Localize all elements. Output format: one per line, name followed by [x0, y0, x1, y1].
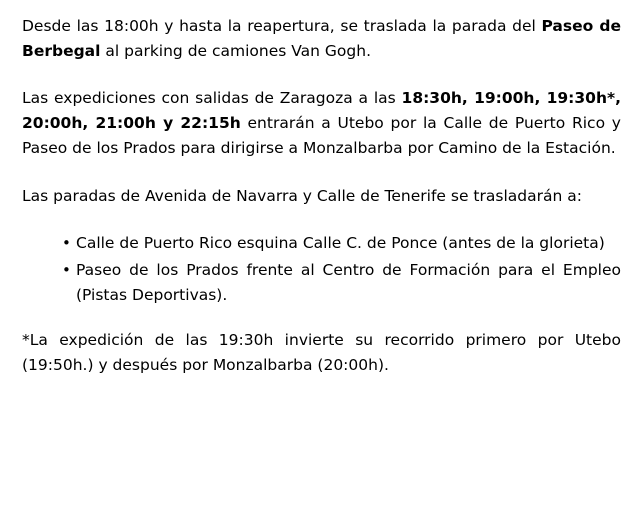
paragraph-2-segment-3: entrarán a Utebo por la Calle de Puerto Rico y Paseo de los Prados para dirigirse a Monzalbarba por Camino de la Estación. [22, 114, 621, 158]
paragraph-2 [22, 86, 621, 161]
bullet-list [22, 231, 621, 308]
paragraph-3-segment-1: Las paradas de Avenida de Navarra y Calle de Tenerife se trasladarán a: [22, 186, 582, 205]
paragraph-1-segment-1: Desde las 18:00h y hasta la reapertura, se traslada la parada del [22, 17, 542, 35]
paragraph-1 [22, 14, 621, 64]
paragraph-2-segment-2-bold: 18:30h, 19:00h, 19:30h*, 20:00h, 21:00h y 22:15h [22, 89, 621, 133]
list-item-text: Paseo de los Prados frente al Centro de Formación para el Empleo (Pistas Deportivas). [76, 260, 621, 304]
list-item [62, 258, 621, 308]
list-item [62, 231, 621, 256]
footnote-paragraph [22, 328, 621, 378]
paragraph-2-segment-1: Las expediciones con salidas de Zaragoza a las [22, 89, 402, 108]
paragraph-3 [22, 184, 621, 209]
paragraph-1-segment-3: al parking de camiones Van Gogh. [100, 42, 371, 61]
footnote-text: *La expedición de las 19:30h invierte su recorrido primero por Utebo (19:50h.) y después por Monzalbarba (20:00h). [22, 330, 621, 375]
list-item-text: Calle de Puerto Rico esquina Calle C. de Ponce (antes de la glorieta) [76, 233, 605, 252]
paragraph-1-segment-2-bold: Paseo de Berbegal [22, 17, 621, 61]
